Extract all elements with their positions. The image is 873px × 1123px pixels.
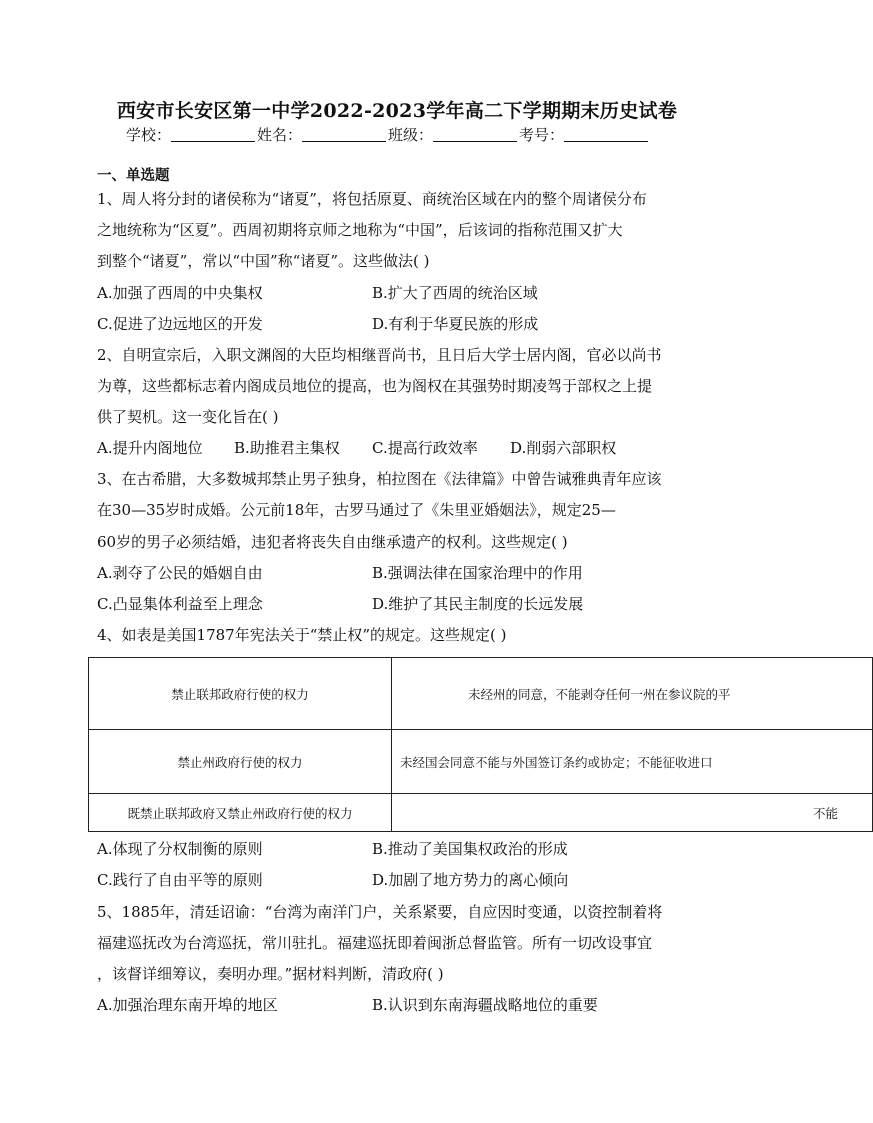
table-cell: 不能 (392, 794, 873, 832)
q3-option-c[interactable]: C.凸显集体利益至上理念 (97, 595, 263, 613)
q4-option-c[interactable]: C.践行了自由平等的原则 (97, 871, 263, 889)
q3-line-3: 60岁的男子必须结婚，违犯者将丧失自由继承遗产的权利。这些规定( ) (97, 533, 568, 551)
q2-option-d[interactable]: D.削弱六部职权 (510, 439, 617, 457)
table-cell: 未经国会同意不能与外国签订条约或协定；不能征收进口 (392, 730, 873, 794)
page-title: 西安市长安区第一中学2022-2023学年高二下学期期末历史试卷 (116, 100, 678, 122)
q3-option-a[interactable]: A.剥夺了公民的婚姻自由 (97, 564, 263, 582)
table-row (89, 730, 873, 794)
table-cell: 既禁止联邦政府又禁止州政府行使的权力 (89, 794, 392, 832)
table-row (89, 794, 873, 832)
number-label: 考号： (519, 126, 565, 144)
class-label: 班级： (388, 126, 434, 144)
q5-line-2: 福建巡抚改为台湾巡抚，常川驻扎。福建巡抚即着闽浙总督监管。所有一切改设事宜 (97, 934, 653, 952)
table-cell: 未经州的同意，不能剥夺任何一州在参议院的平 (392, 658, 873, 730)
q5-option-a[interactable]: A.加强治理东南开埠的地区 (97, 996, 278, 1014)
q4-option-b[interactable]: B.推动了美国集权政治的形成 (372, 840, 568, 858)
q3-option-b[interactable]: B.强调法律在国家治理中的作用 (372, 564, 583, 582)
q5-line-1: 5、1885年，清廷诏谕：“台湾为南洋门户，关系紧要，自应因时变通，以资控制着将 (97, 903, 663, 921)
prohibition-table (88, 657, 873, 832)
q3-option-d[interactable]: D.维护了其民主制度的长远发展 (372, 595, 584, 613)
table-cell: 禁止联邦政府行使的权力 (89, 658, 392, 730)
q3-line-1: 3、在古希腊，大多数城邦禁止男子独身，柏拉图在《法律篇》中曾告诫雅典青年应该 (97, 470, 662, 488)
q4-option-a[interactable]: A.体现了分权制衡的原则 (97, 840, 263, 858)
q1-line-3: 到整个“诸夏”，常以“中国”称“诸夏”。这些做法( ) (97, 252, 430, 270)
q2-option-a[interactable]: A.提升内阁地位 (97, 439, 203, 457)
q4-option-d[interactable]: D.加剧了地方势力的离心倾向 (372, 871, 569, 889)
number-blank[interactable] (564, 127, 648, 142)
school-label: 学校： (126, 126, 172, 144)
q2-line-2: 为尊，这些都标志着内阁成员地位的提高，也为阁权在其强势时期凌驾于部权之上提 (97, 377, 653, 395)
q5-option-b[interactable]: B.认识到东南海疆战略地位的重要 (372, 996, 598, 1014)
q1-option-a[interactable]: A.加强了西周的中央集权 (97, 284, 263, 302)
q1-option-c[interactable]: C.促进了边远地区的开发 (97, 315, 263, 333)
q2-option-b[interactable]: B.助推君主集权 (234, 439, 340, 457)
table-cell: 禁止州政府行使的权力 (89, 730, 392, 794)
q2-line-3: 供了契机。这一变化旨在( ) (97, 408, 279, 426)
student-info-row (126, 124, 650, 145)
q3-line-2: 在30—35岁时成婚。公元前18年，古罗马通过了《朱里亚婚姻法》，规定25— (97, 501, 616, 519)
q2-line-1: 2、自明宣宗后，入职文渊阁的大臣均相继晋尚书，且日后大学士居内阁，官必以尚书 (97, 346, 662, 364)
q1-option-b[interactable]: B.扩大了西周的统治区域 (372, 284, 538, 302)
class-blank[interactable] (433, 127, 517, 142)
name-blank[interactable] (302, 127, 386, 142)
q1-line-2: 之地统称为“区夏”。西周初期将京师之地称为“中国”，后该词的指称范围又扩大 (97, 221, 623, 239)
table-row (89, 658, 873, 730)
q5-line-3: ，该督详细筹议，奏明办理。”据材料判断，清政府( ) (97, 965, 444, 983)
q2-option-c[interactable]: C.提高行政效率 (372, 439, 478, 457)
section-heading: 一、单选题 (97, 167, 170, 184)
name-label: 姓名： (257, 126, 303, 144)
q4-line-1: 4、如表是美国1787年宪法关于“禁止权”的规定。这些规定( ) (97, 626, 507, 644)
school-blank[interactable] (171, 127, 255, 142)
q1-option-d[interactable]: D.有利于华夏民族的形成 (372, 315, 539, 333)
q1-line-1: 1、周人将分封的诸侯称为“诸夏”，将包括原夏、商统治区域在内的整个周诸侯分布 (97, 190, 647, 208)
